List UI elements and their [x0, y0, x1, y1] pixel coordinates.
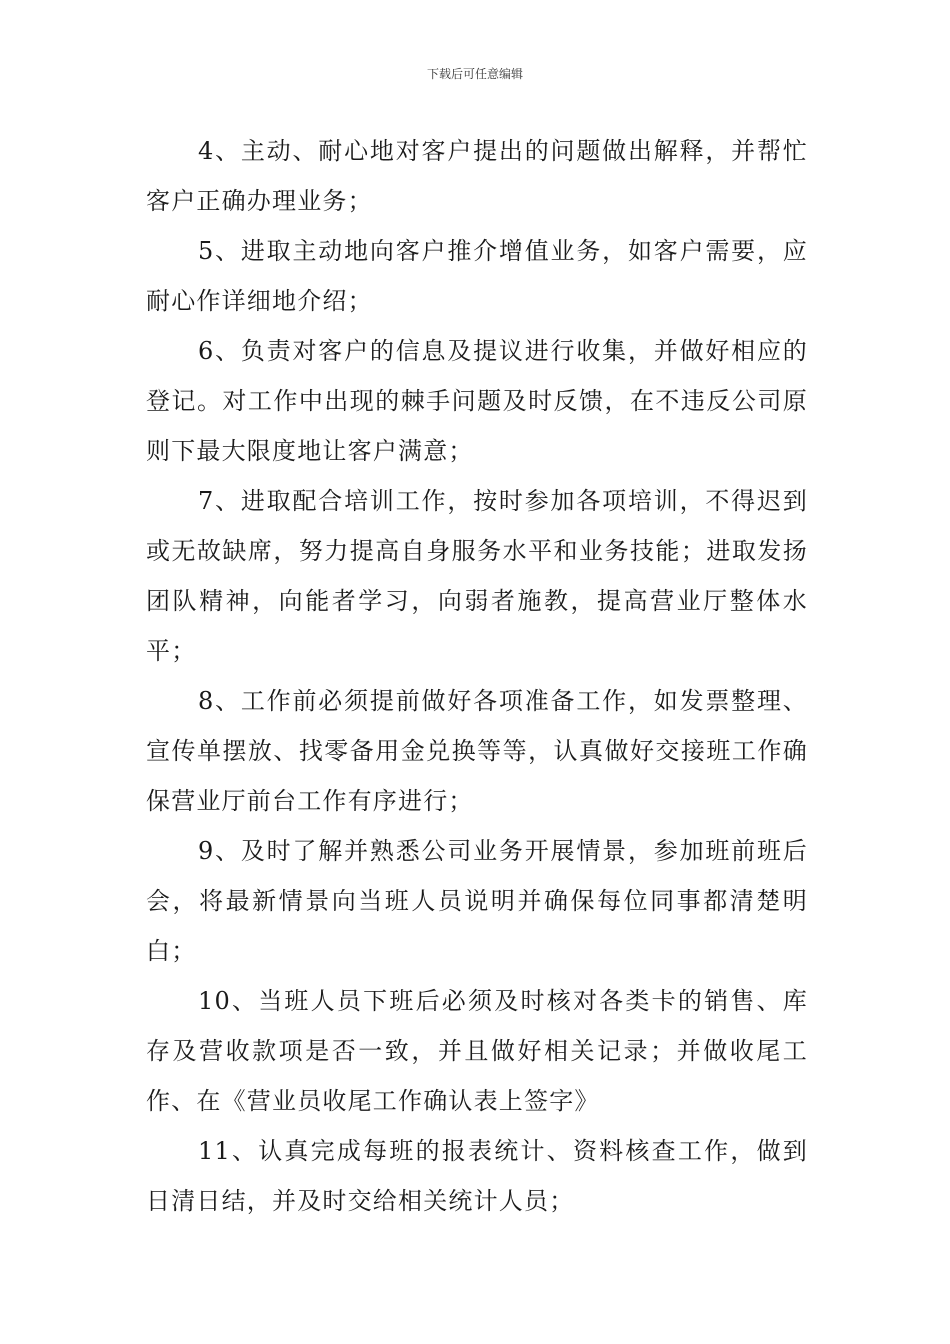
paragraph-item-5: [146, 226, 808, 326]
text-line: 8、工作前必须提前做好各项准备工作，如发票整理、: [198, 687, 808, 715]
paragraph-item-4: [146, 126, 808, 226]
page-header-note: 下载后可任意编辑: [426, 67, 523, 81]
text-line: 存及营收款项是否一致，并且做好相关记录；并做收尾工: [146, 1037, 808, 1065]
text-line: 宣传单摆放、找零备用金兑换等等，认真做好交接班工作: [146, 737, 783, 765]
text-line: 6、负责对客户的信息及提议进行收集，并做好相应的: [198, 337, 808, 365]
document-body: [146, 126, 808, 1226]
text-line: 会，将最新情景向当班人员说明并确保每位同事都清楚明: [146, 887, 808, 915]
text-line: 日清日结，并及时交给相关统计人员；: [146, 1187, 575, 1215]
paragraph-item-8: [146, 676, 808, 826]
text-line: 扬团队精神，向能者学习，向弱者施教，提高营业厅整体: [146, 537, 808, 615]
text-line: 作、在《营业员收尾工作确认表上签字》: [146, 1087, 600, 1115]
text-line: 登记。对工作中出现的棘手问题及时反馈，在不违反公司: [146, 387, 783, 415]
text-line: 耐心作详细地介绍；: [146, 287, 373, 315]
text-line: 10、当班人员下班后必须及时核对各类卡的销售、库: [198, 987, 808, 1015]
paragraph-item-7: [146, 476, 808, 676]
paragraph-item-9: [146, 826, 808, 976]
paragraph-item-6: [146, 326, 808, 476]
text-line: 11、认真完成每班的报表统计、资料核查工作，做到: [198, 1137, 808, 1165]
text-line: 7、进取配合培训工作，按时参加各项培训，不得迟到: [198, 487, 808, 515]
text-line: 或无故缺席，努力提高自身服务水平和业务技能；进取发: [146, 537, 783, 565]
paragraph-item-10: [146, 976, 808, 1126]
paragraph-item-11: [146, 1126, 808, 1226]
text-line: 确保营业厅前台工作有序进行；: [146, 737, 808, 815]
text-line: 5、进取主动地向客户推介增值业务，如客户需要，应: [198, 237, 808, 265]
text-line: 4、主动、耐心地对客户提出的问题做出解释，并帮忙: [198, 137, 808, 165]
text-line: 9、及时了解并熟悉公司业务开展情景，参加班前班后: [198, 837, 808, 865]
text-line: 白；: [146, 937, 197, 965]
text-line: 原则下最大限度地让客户满意；: [146, 387, 808, 465]
text-line: 客户正确办理业务；: [146, 187, 373, 215]
text-line: 水平；: [146, 587, 808, 665]
